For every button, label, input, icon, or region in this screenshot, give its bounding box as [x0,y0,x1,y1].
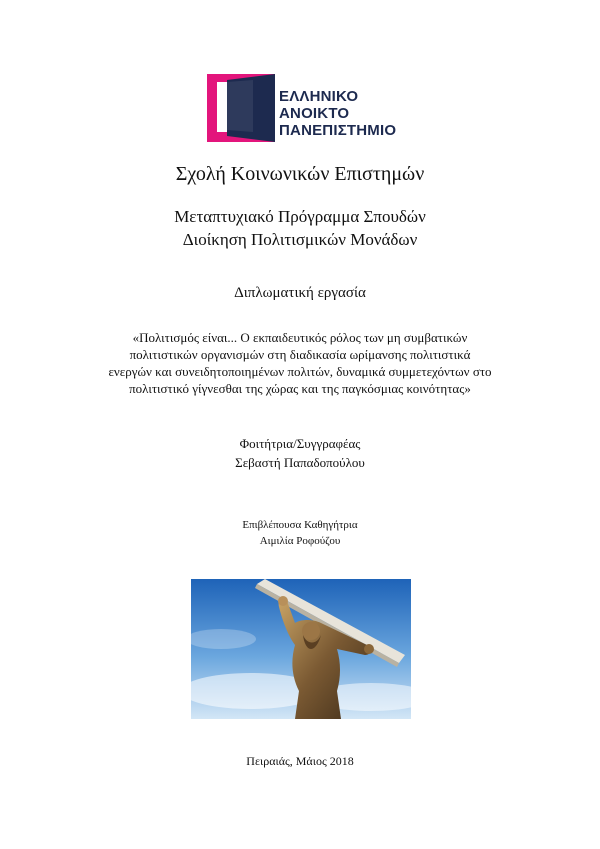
place-date: Πειραιάς, Μάιος 2018 [246,754,354,768]
program-line2: Διοίκηση Πολιτισμικών Μονάδων [182,230,418,249]
thesis-title [0,329,600,397]
thesis-title-line: πολιτιστικό γίγνεσθαι της χώρας και της παγκόσμιας κοινότητας» [129,381,471,396]
thesis-title-line: πολιτιστικών οργανισμών στη διαδικασία ωρίμανσης πολιτιστικά [129,347,471,362]
university-name-line2: ΑΝΟΙΚΤΟ [279,105,350,122]
student-label: Φοιτήτρια/Συγγραφέας [239,436,361,451]
university-name-line3: ΠΑΝΕΠΙΣΤΗΜΙΟ [279,122,397,139]
thesis-title-line: ενεργών και συνειδητοποιημένων πολιτών, δυναμικά συμμετεχόντων στο [108,364,492,379]
supervisor-label: Επιβλέπουσα Καθηγήτρια [242,519,358,531]
cover-photo-statue [191,579,411,719]
supervisor-name: Αιμιλία Ροφούζου [259,535,341,547]
thesis-type: Διπλωματική εργασία [234,285,366,301]
university-name [279,88,396,139]
university-name-line1: ΕΛΛΗΝΙΚΟ [279,88,359,105]
student-name: Σεβαστή Παπαδοπούλου [235,455,365,470]
statue-head [302,622,320,640]
thesis-title-line: «Πολιτισμός είναι... Ο εκπαιδευτικός ρόλος των μη συμβατικών [132,330,468,345]
school-name: Σχολή Κοινωνικών Επιστημών [175,163,425,185]
program-line1: Μεταπτυχιακό Πρόγραμμα Σπουδών [174,207,426,226]
